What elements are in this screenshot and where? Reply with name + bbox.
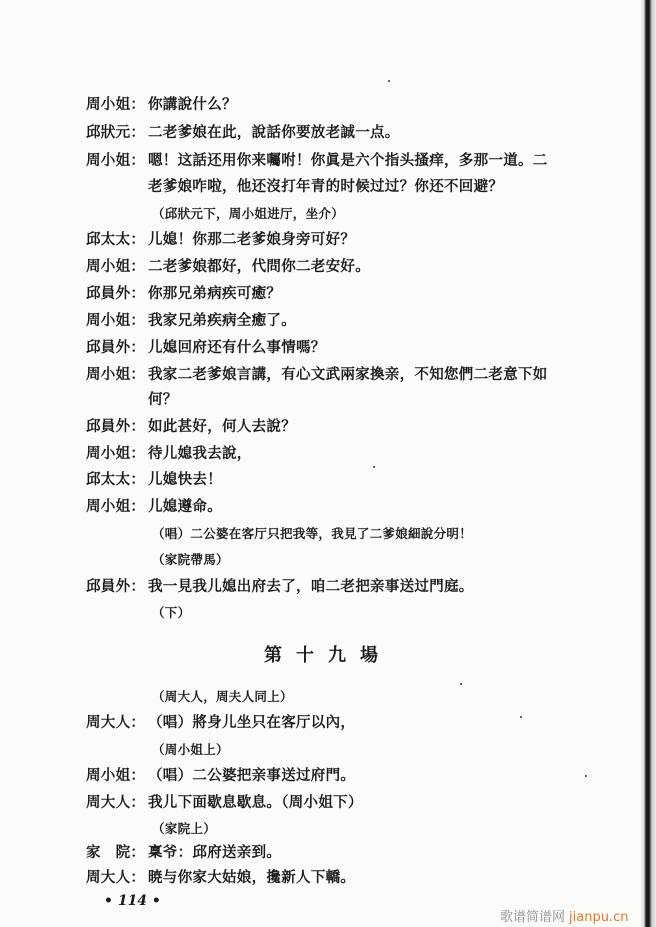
dialogue-text: 二老爹娘在此，說話你要放老誠一点。: [148, 124, 400, 141]
dialogue-text: 儿媳回府还有什么事情嗎？: [148, 339, 326, 356]
speaker-label: 邱狀元：: [86, 124, 146, 141]
dialogue-text: 嗯！这話还用你来囑咐！你眞是六个指头搔痒，多那一道。二: [148, 152, 548, 169]
dialogue-line: [86, 470, 222, 490]
dialogue-continuation: [86, 390, 178, 410]
scan-speck: [388, 80, 390, 82]
dialogue-line: [86, 123, 400, 143]
speaker-label: 邱員外：: [86, 339, 146, 356]
dialogue-text: 我家兄弟疾病全癒了。: [148, 312, 296, 329]
dialogue-text: 稟爷：邱府送亲到。: [148, 844, 282, 861]
dialogue-text: （唱）二公婆把亲事送过府門。: [148, 767, 356, 784]
speaker-label: 邱員外：: [86, 418, 146, 435]
speaker-label: 周小姐：: [86, 258, 146, 275]
speaker-label: 邱員外：: [86, 578, 146, 595]
page-binding-edge: [640, 0, 656, 927]
speaker-label: 周大人：: [86, 869, 146, 886]
speaker-label: 周小姐：: [86, 366, 146, 383]
dialogue-text: 儿媳！你那二老爹娘身旁可好？: [148, 231, 356, 248]
speaker-label: 周小姐：: [86, 152, 146, 169]
dialogue-line: [86, 230, 355, 250]
dialogue-text: （唱）將身儿坐只在客厅以內，: [148, 714, 356, 731]
dialogue-line: [86, 311, 296, 331]
dialogue-line: [86, 843, 281, 863]
dialogue-line: [86, 766, 355, 786]
stage-direction: （家院帶馬）: [152, 552, 229, 567]
watermark: [500, 906, 628, 925]
dialogue-line: [86, 151, 548, 171]
dialogue-line: [86, 444, 252, 464]
dialogue-line: [86, 577, 474, 597]
dialogue-text: 儿媳遵命。: [148, 498, 222, 515]
dialogue-text: 我一見我儿媳出府去了，咱二老把亲事送过門庭。: [148, 578, 474, 595]
speaker-label: 邱太太：: [86, 471, 146, 488]
dialogue-text: 你那兄弟病疾可癒？: [148, 285, 282, 302]
dialogue-text: 待儿媳我去說，: [148, 445, 252, 462]
speaker-label: 周大人：: [86, 714, 146, 731]
scan-speck: [520, 716, 522, 718]
dialogue-text: 如此甚好，何人去說？: [148, 418, 296, 435]
stage-direction: （家院上）: [152, 821, 217, 836]
speaker-label: 周小姐：: [86, 445, 146, 462]
dialogue-text: 老爹娘咋啦，他还沒打年青的时候过过？你还不回避？: [148, 178, 504, 195]
scan-speck: [460, 683, 462, 685]
speaker-label: 周小姐：: [86, 312, 146, 329]
dialogue-continuation: [86, 177, 503, 197]
dialogue-line: [86, 257, 370, 277]
dialogue-line: [86, 284, 281, 304]
speaker-label: 邱太太：: [86, 231, 146, 248]
dialogue-text: 你講說什么？: [148, 96, 237, 113]
stage-direction: （唱）二公婆在客厅只把我等，我見了二爹娘細說分明！: [152, 526, 473, 541]
scan-speck: [373, 466, 375, 468]
dialogue-line: [86, 95, 237, 115]
dialogue-line: [86, 868, 355, 888]
stage-direction: （周小姐上）: [152, 742, 229, 757]
watermark-url: jianpu.cn: [569, 910, 629, 925]
dialogue-line: [86, 338, 326, 358]
speaker-label: 邱員外：: [86, 285, 146, 302]
speaker-label: 家 院：: [86, 844, 146, 861]
dialogue-line: [86, 713, 355, 733]
dialogue-line: [86, 793, 363, 813]
stage-direction: （下）: [152, 605, 191, 620]
speaker-label: 周大人：: [86, 794, 146, 811]
dialogue-line: [86, 497, 222, 517]
dialogue-text: 儿媳快去！: [148, 471, 222, 488]
dialogue-line: [86, 417, 296, 437]
speaker-label: 周小姐：: [86, 96, 146, 113]
dialogue-text: 二老爹娘都好，代問你二老安好。: [148, 258, 370, 275]
dialogue-text: 何？: [148, 391, 178, 408]
scene-title: 第十九場: [264, 645, 392, 666]
stage-direction: （邱狀元下，周小姐进厅，坐介）: [152, 206, 345, 221]
page-number: • 114 •: [104, 893, 161, 909]
speaker-label: 周小姐：: [86, 767, 146, 784]
dialogue-text: 我家二老爹娘言講，有心文武兩家換亲，不知您們二老意下如: [148, 366, 548, 383]
dialogue-text: 暁与你家大姑娘，攙新人下轎。: [148, 869, 356, 886]
dialogue-text: 我儿下面歇息歇息。（周小姐下）: [148, 794, 363, 811]
stage-direction: （周大人，周夫人同上）: [152, 689, 293, 704]
speaker-label: 周小姐：: [86, 498, 146, 515]
scan-speck: [585, 775, 587, 777]
watermark-text: 歌谱简谱网: [500, 910, 566, 925]
dialogue-line: [86, 365, 548, 385]
